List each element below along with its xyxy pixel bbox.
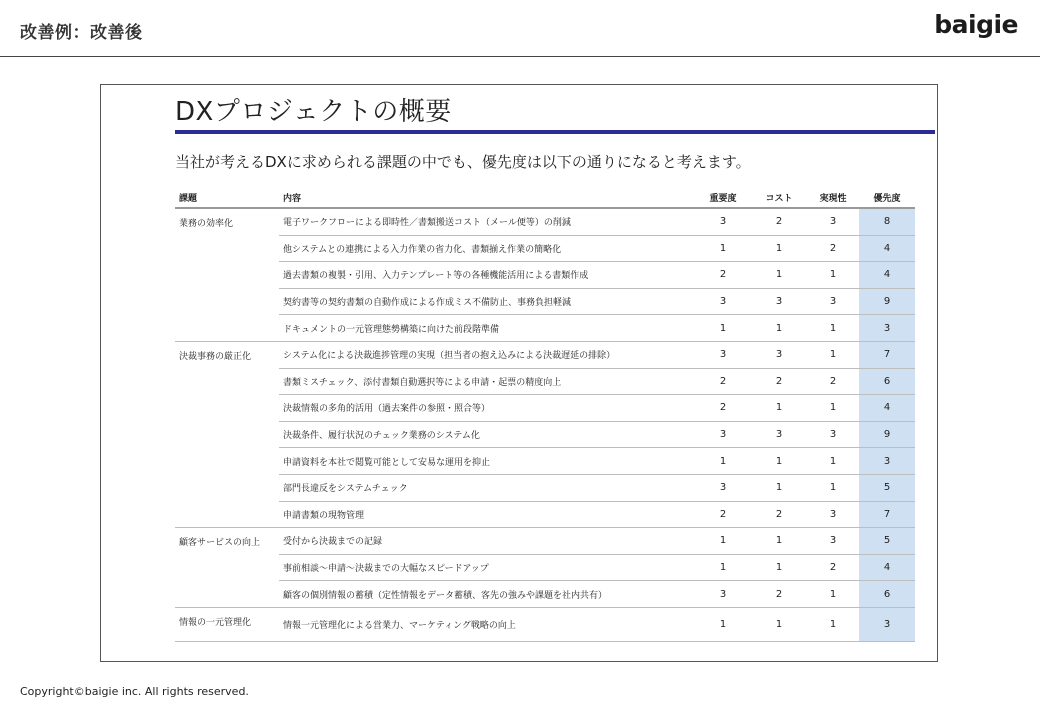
content-cell: 申請資料を本社で閲覧可能として安易な運用を抑止 [279, 448, 695, 475]
importance-cell: 1 [695, 528, 751, 555]
priority-cell: 3 [859, 315, 915, 342]
table-row [175, 528, 915, 555]
priority-cell: 6 [859, 368, 915, 395]
cost-cell: 1 [751, 448, 807, 475]
priority-cell: 7 [859, 501, 915, 528]
importance-cell: 1 [695, 448, 751, 475]
importance-cell: 2 [695, 395, 751, 422]
priority-cell: 5 [859, 528, 915, 555]
table-row [175, 368, 915, 395]
feasibility-cell: 1 [807, 474, 859, 501]
slide-frame [100, 84, 938, 662]
priority-cell: 3 [859, 448, 915, 475]
category-cell: 業務の効率化 [175, 208, 279, 341]
feasibility-cell: 2 [807, 554, 859, 581]
priority-cell: 4 [859, 395, 915, 422]
importance-cell: 1 [695, 554, 751, 581]
feasibility-cell: 1 [807, 607, 859, 641]
feasibility-cell: 2 [807, 235, 859, 262]
importance-cell: 1 [695, 607, 751, 641]
feasibility-cell: 1 [807, 341, 859, 368]
content-cell: 契約書等の契約書類の自動作成による作成ミス不備防止、事務負担軽減 [279, 288, 695, 315]
cost-cell: 1 [751, 607, 807, 641]
cost-cell: 1 [751, 235, 807, 262]
table-header-row [175, 187, 915, 208]
feasibility-cell: 3 [807, 421, 859, 448]
cost-cell: 1 [751, 395, 807, 422]
table-row [175, 395, 915, 422]
table-row [175, 474, 915, 501]
content-cell: 他システムとの連携による入力作業の省力化、書類揃え作業の簡略化 [279, 235, 695, 262]
cost-cell: 2 [751, 368, 807, 395]
content-cell: 電子ワークフローによる即時性／書類搬送コスト（メール便等）の削減 [279, 208, 695, 235]
column-header-importance: 重要度 [695, 187, 751, 208]
feasibility-cell: 3 [807, 501, 859, 528]
content-cell: 申請書類の現物管理 [279, 501, 695, 528]
priority-cell: 4 [859, 262, 915, 289]
cost-cell: 1 [751, 554, 807, 581]
feasibility-cell: 1 [807, 581, 859, 608]
priority-table [175, 187, 915, 642]
page-title: 改善例：改善後 [20, 23, 143, 43]
content-cell: 受付から決裁までの記録 [279, 528, 695, 555]
column-header-content: 内容 [279, 187, 695, 208]
importance-cell: 3 [695, 421, 751, 448]
brand-logo: baigie [934, 10, 1018, 39]
table-row [175, 262, 915, 289]
feasibility-cell: 1 [807, 262, 859, 289]
table-row [175, 341, 915, 368]
priority-cell: 6 [859, 581, 915, 608]
table-row [175, 315, 915, 342]
priority-cell: 5 [859, 474, 915, 501]
table-body [175, 208, 915, 641]
column-header-issue: 課題 [175, 187, 279, 208]
category-cell: 顧客サービスの向上 [175, 528, 279, 608]
cost-cell: 2 [751, 208, 807, 235]
column-header-priority: 優先度 [859, 187, 915, 208]
importance-cell: 3 [695, 341, 751, 368]
slide-title-underline [175, 130, 935, 134]
importance-cell: 2 [695, 501, 751, 528]
content-cell: 顧客の個別情報の蓄積（定性情報をデータ蓄積、客先の強みや課題を社内共有） [279, 581, 695, 608]
cost-cell: 3 [751, 288, 807, 315]
copyright-text: Copyright©baigie inc. All rights reserved. [20, 685, 249, 698]
cost-cell: 1 [751, 262, 807, 289]
header-divider [0, 56, 1040, 57]
cost-cell: 2 [751, 501, 807, 528]
cost-cell: 1 [751, 474, 807, 501]
importance-cell: 3 [695, 581, 751, 608]
importance-cell: 3 [695, 474, 751, 501]
content-cell: ドキュメントの一元管理態勢構築に向けた前段階準備 [279, 315, 695, 342]
cost-cell: 2 [751, 581, 807, 608]
priority-cell: 4 [859, 554, 915, 581]
table-row [175, 421, 915, 448]
content-cell: 部門長違反をシステムチェック [279, 474, 695, 501]
table-row [175, 235, 915, 262]
cost-cell: 1 [751, 528, 807, 555]
content-cell: 書類ミスチェック、添付書類自動選択等による申請・起票の精度向上 [279, 368, 695, 395]
feasibility-cell: 3 [807, 288, 859, 315]
table-row [175, 581, 915, 608]
column-header-feasibility: 実現性 [807, 187, 859, 208]
cost-cell: 1 [751, 315, 807, 342]
priority-cell: 8 [859, 208, 915, 235]
content-cell: 情報一元管理化による営業力、マーケティング戦略の向上 [279, 607, 695, 641]
feasibility-cell: 3 [807, 528, 859, 555]
table-row [175, 288, 915, 315]
priority-cell: 4 [859, 235, 915, 262]
priority-cell: 9 [859, 421, 915, 448]
feasibility-cell: 1 [807, 448, 859, 475]
importance-cell: 3 [695, 208, 751, 235]
importance-cell: 2 [695, 262, 751, 289]
priority-cell: 3 [859, 607, 915, 641]
cost-cell: 3 [751, 421, 807, 448]
priority-cell: 7 [859, 341, 915, 368]
table-row [175, 208, 915, 235]
feasibility-cell: 1 [807, 315, 859, 342]
table-row [175, 501, 915, 528]
category-cell: 情報の一元管理化 [175, 607, 279, 641]
category-cell: 決裁事務の厳正化 [175, 341, 279, 527]
content-cell: 事前相談〜申請〜決裁までの大幅なスピードアップ [279, 554, 695, 581]
table-row [175, 554, 915, 581]
importance-cell: 2 [695, 368, 751, 395]
importance-cell: 3 [695, 288, 751, 315]
slide-lead-text: 当社が考えるDXに求められる課題の中でも、優先度は以下の通りになると考えます。 [175, 153, 751, 171]
column-header-cost: コスト [751, 187, 807, 208]
content-cell: 決裁情報の多角的活用（過去案件の参照・照合等） [279, 395, 695, 422]
feasibility-cell: 1 [807, 395, 859, 422]
cost-cell: 3 [751, 341, 807, 368]
feasibility-cell: 2 [807, 368, 859, 395]
content-cell: 決裁条件、履行状況のチェック業務のシステム化 [279, 421, 695, 448]
slide-title: DXプロジェクトの概要 [175, 97, 452, 127]
importance-cell: 1 [695, 235, 751, 262]
importance-cell: 1 [695, 315, 751, 342]
table-row [175, 607, 915, 641]
content-cell: 過去書類の複製・引用、入力テンプレート等の各種機能活用による書類作成 [279, 262, 695, 289]
feasibility-cell: 3 [807, 208, 859, 235]
priority-cell: 9 [859, 288, 915, 315]
table-row [175, 448, 915, 475]
content-cell: システム化による決裁進捗管理の実現（担当者の抱え込みによる決裁遅延の排除） [279, 341, 695, 368]
